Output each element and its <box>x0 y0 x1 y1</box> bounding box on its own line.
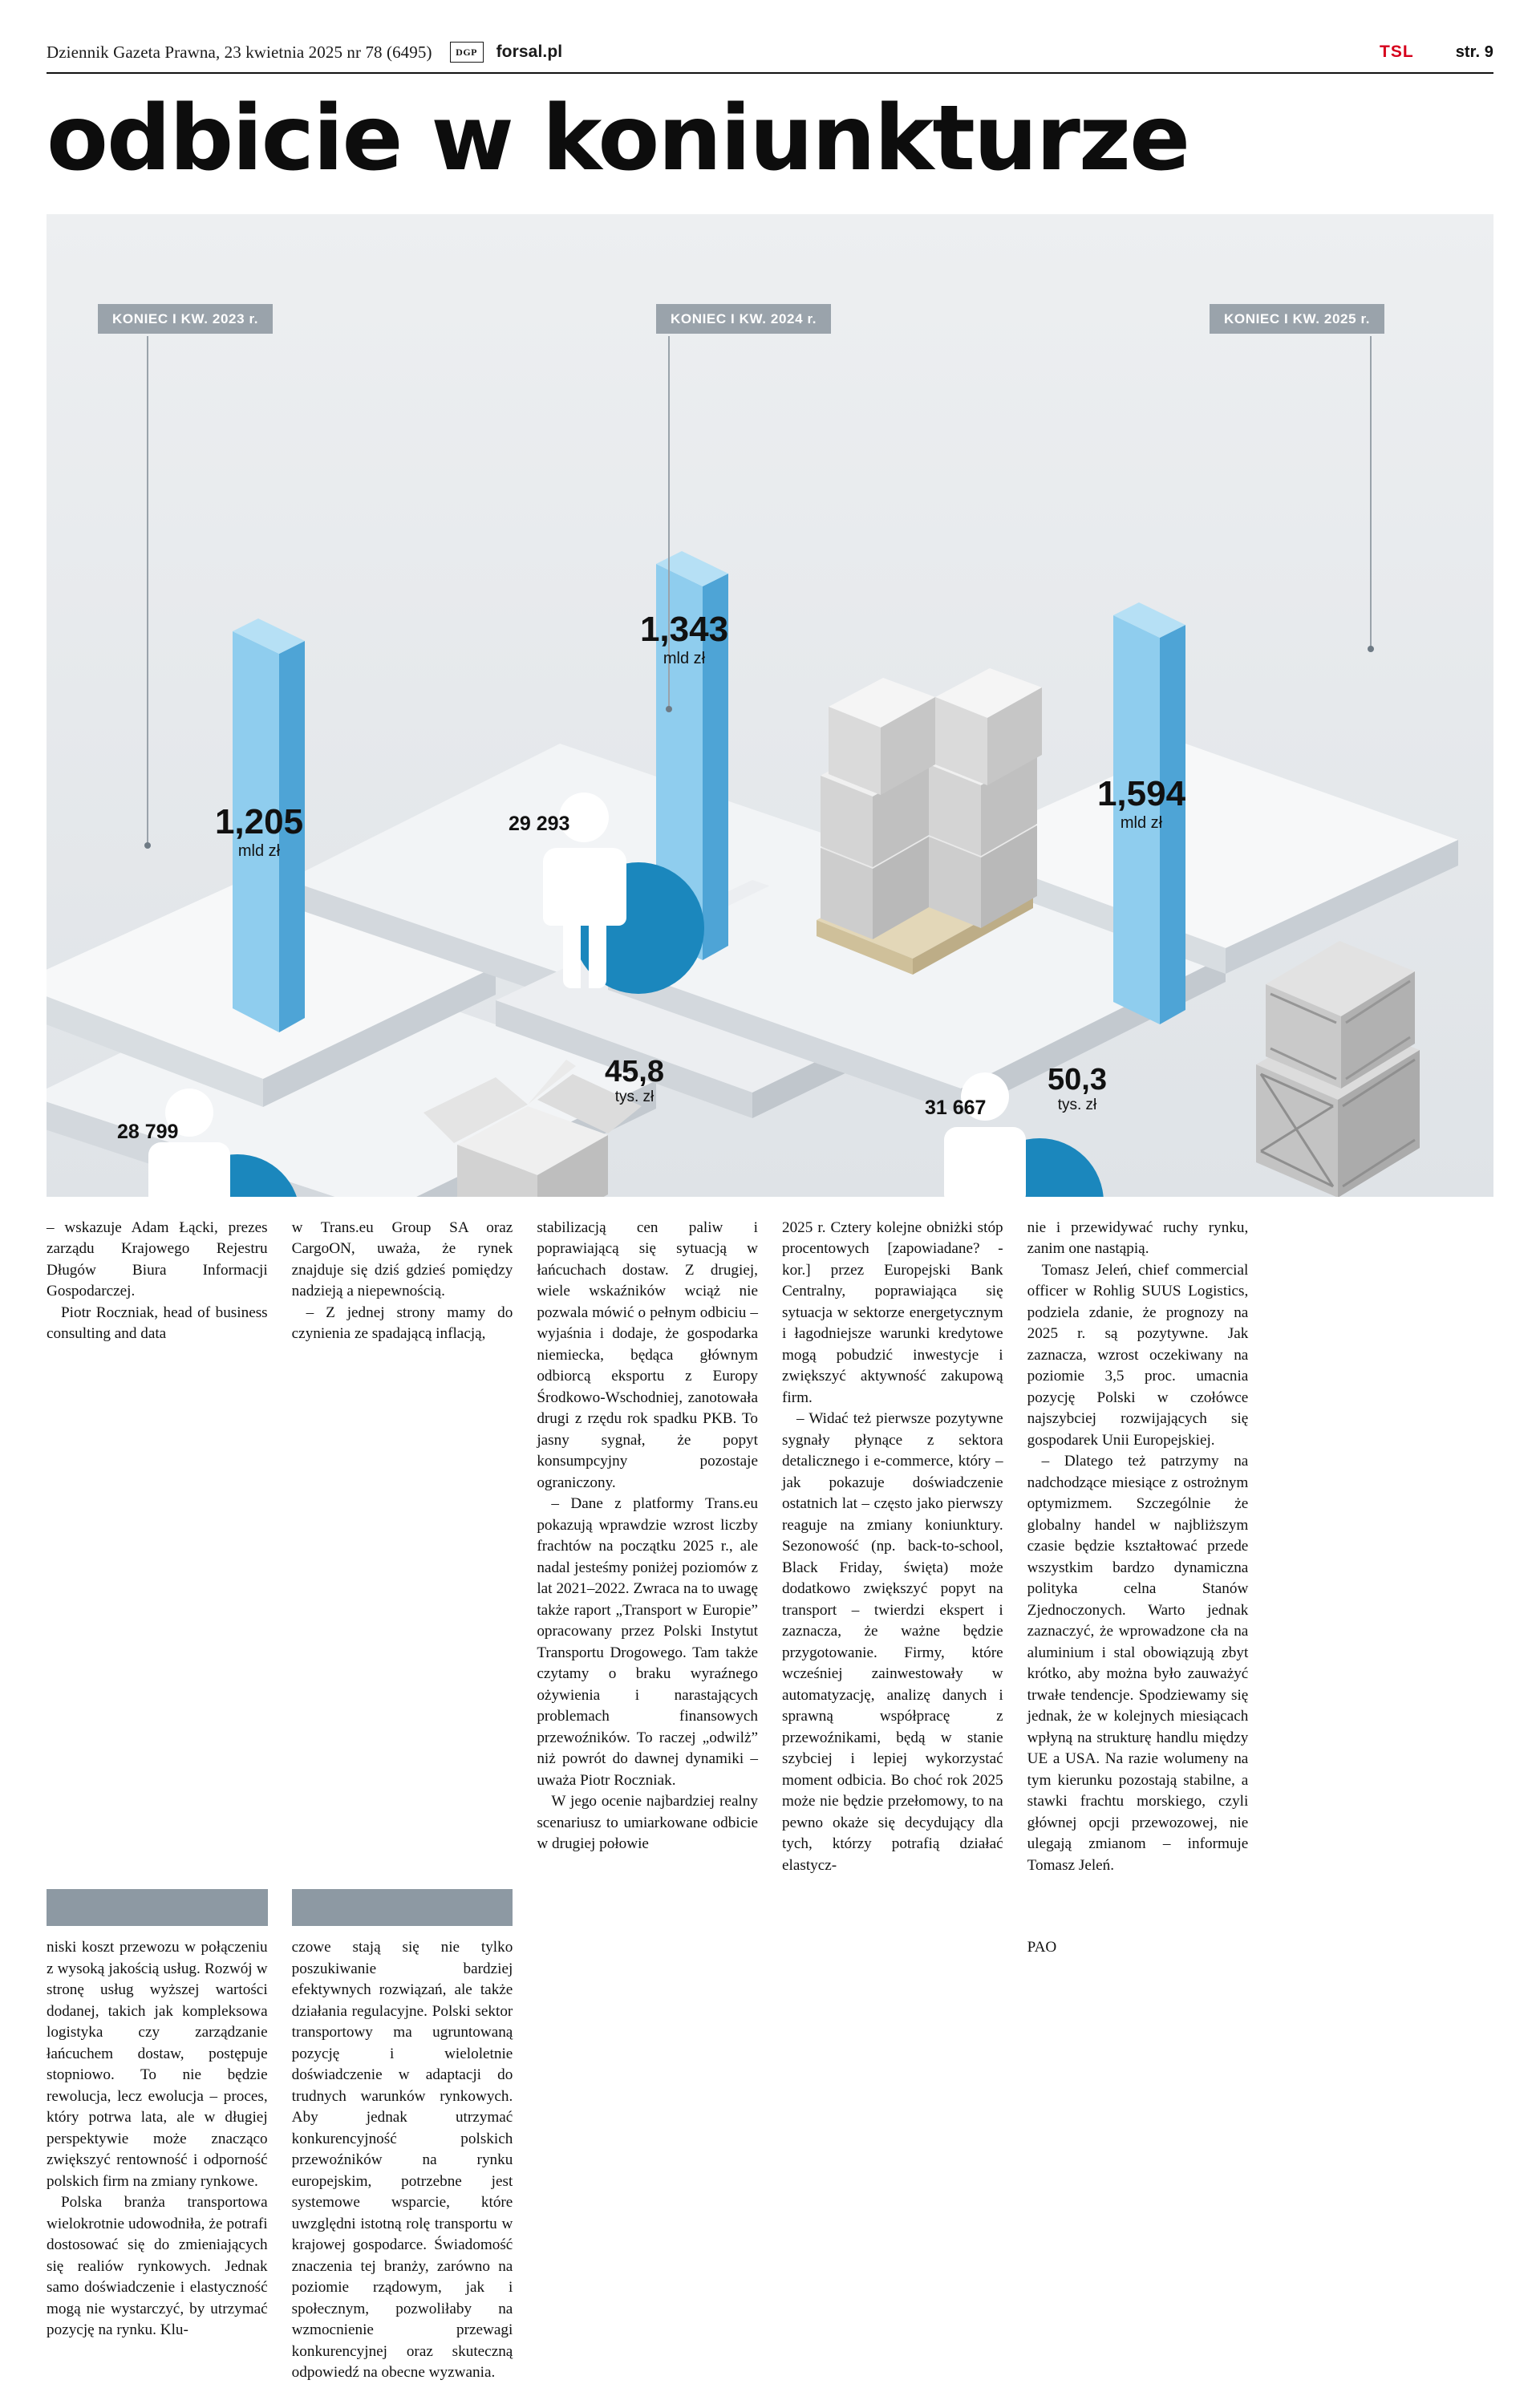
paragraph: Polska branża transportowa wielokrotnie udowodniła, że potrafi dostosować się do zmieniających się realiów rynkowych. Jednak samo doświadczenie i elastyczność mogą nie wystarczyć, by utrzymać pozycję na rynku. Klu- <box>47 2194 268 2339</box>
article-signature: PAO <box>1027 1939 1057 1956</box>
dgp-logo-icon: DGP <box>450 42 484 63</box>
paragraph: 2025 r. Cztery kolejne obniżki stóp procentowych [zapowiadane? - kor.] przez Europejski Bank Centralny, poprawiająca się sytuacja w sektorze energetycznym i łagodniejsze warunki kredytowe mogą pobudzić inwestycje i zwiększyć aktywność zakupową firm. <box>781 1218 1003 1406</box>
value-avg-2024-number: 45,8 <box>605 1054 664 1089</box>
isometric-scene <box>47 214 1493 1197</box>
value-debt-2025-unit: mld zł <box>1120 813 1163 832</box>
value-debt-2023-unit: mld zł <box>237 841 281 860</box>
column-5-bottom <box>1027 1937 1249 2384</box>
value-count-2024: 29 293 <box>509 812 570 835</box>
value-debt-2024-unit: mld zł <box>663 649 706 667</box>
paragraph: czowe stają się nie tylko poszukiwanie bardziej efektywnych rozwiązań, ale także działania regulacyjne. Polski sektor transportowy ma ugruntowaną pozycję i wieloletnie doświadczenie w adaptacji do trudnych warunków rynkowych. Aby jednak utrzymać konkurencyjność polskich przewoźników na rynku europejskim, potrzebne jest systemowe wsparcie, które uwzględni istotną rolę transportu w krajowej gospodarce. Świadomość znaczenia tej branży, zarówno na poziomie rządowym, jak i społecznym, pozwoliłaby na wzmocnienie przewagi konkurencyjnej oraz skuteczną odpowiedź na obecne wyzwania. <box>291 1939 513 2382</box>
paragraph: Piotr Roczniak, head of business consulting and data <box>47 1303 268 1343</box>
value-avg-2025 <box>1009 1064 1145 1114</box>
paragraph: – Dlatego też patrzymy na nadchodzące miesiące z ostrożnym optymizmem. Szczególnie że globalny handel w najbliższym czasie będzie kształtować przede wszystkim bardzo dynamiczna polityka celna Stanów Zjednoczonych. Warto jednak zaznaczyć, że wprowadzone cła na aluminium i stal obowiązują zbyt krótko, aby można było zauważyć trwałe tendencje. Spodziewamy się jednak, że w kolejnych miesiącach wpłyną na strukturę handlu między UE a USA. Na razie wolumeny na tym kierunku pozostają stabilne, a stawki frachtu morskiego, czyli głównej opcji przewozowej, nie ulegają zmianom – informuje Tomasz Jeleń. <box>1027 1453 1249 1874</box>
column-1-bottom <box>47 1937 268 2384</box>
paragraph: – wskazuje Adam Łącki, prezes zarządu Krajowego Rejestru Długów Biura Informacji Gospodarczej. <box>47 1218 268 1300</box>
column-3-bottom <box>537 1937 758 2384</box>
value-debt-2023 <box>183 801 335 862</box>
masthead-issue-info: Dziennik Gazeta Prawna, 23 kwietnia 2025 nr 78 (6495) <box>47 42 432 62</box>
page-number: str. 9 <box>1455 43 1493 61</box>
column-4 <box>782 1218 1003 1877</box>
column-6-bottom <box>1272 1937 1493 2384</box>
gray-bar-gap <box>782 1889 1003 1926</box>
paragraph: – Z jednej strony mamy do czynienia ze spadającą inflacją, <box>291 1303 513 1343</box>
value-debt-2025 <box>1065 773 1218 833</box>
paragraph: nie i przewidywać ruchy rynku, zanim one nastąpią. <box>1027 1218 1249 1258</box>
value-avg-2024-unit: tys. zł <box>614 1088 654 1105</box>
value-avg-2025-unit: tys. zł <box>1057 1096 1097 1113</box>
paragraph: – Widać też pierwsze pozytywne sygnały płynące z sektora detalicznego i e-commerce, który – jak pokazuje doświadczenie ostatnich lat – często jako pierwszy reaguje na zmiany koniunktury. Sezonowość (np. back-to-school, Black Friday, święta) może dodatkowo zwiększyć popyt na transport – twierdzi ekspert i zaznacza, że ważne będzie przygotowanie. Firmy, które wcześniej zainwestowały w automatyzację, analizę danych i sprawną współpracę z przewoźnikami, będą w stanie szybciej i lepiej wykorzystać moment odbicia. Bo choć rok 2025 może nie będzie przełomowy, to na pewno okaże się decydujący dla tych, którzy potrafią działać elastycz- <box>781 1410 1003 1874</box>
column-2-bottom <box>292 1937 513 2384</box>
column-3 <box>537 1218 758 1877</box>
value-count-2025: 31 667 <box>925 1096 987 1119</box>
page-title: odbicie w koniunkturze <box>47 87 1189 191</box>
paragraph: niski koszt przewozu w połączeniu z wysoką jakością usług. Rozwój w stronę usług wyższej wartości dodanej, takich jak kompleksowa logistyka czy zarządzanie łańcuchem dostaw, postępuje stopniowo. To nie będzie rewolucja, lecz ewolucja – proces, który potrwa lata, ale w długiej perspektywie może znacząco zwiększyć rentowność i odporność polskich firm na zmiany rynkowe. <box>47 1939 268 2190</box>
column-6 <box>1272 1218 1493 1877</box>
section-label-tsl: TSL <box>1380 43 1414 61</box>
gray-bar-gap <box>1272 1889 1493 1926</box>
column-5 <box>1027 1218 1249 1877</box>
value-avg-2024 <box>566 1056 703 1106</box>
article-columns-top <box>47 1218 1493 1877</box>
paragraph: Tomasz Jeleń, chief commercial officer w Rohlig SUUS Logistics, podziela zdanie, że prognozy na 2025 r. są pozytywne. Jak zaznacza, wzrost oczekiwany na poziomie 3,5 proc. umacnia pozycję Polski w czołówce najszybciej rozwijających się gospodarek Unii Europejskiej. <box>1027 1261 1249 1449</box>
value-debt-2024 <box>608 611 760 669</box>
column-4-bottom <box>782 1937 1003 2384</box>
period-label-2024: KONIEC I KW. 2024 r. <box>656 304 831 334</box>
period-label-2023: KONIEC I KW. 2023 r. <box>98 304 273 334</box>
masthead-rule <box>47 72 1493 74</box>
value-debt-2023-number: 1,205 <box>214 801 304 841</box>
paragraph: w Trans.eu Group SA oraz CargoON, uważa, że rynek znajduje się dziś gdzieś pomiędzy nadzieją a niepewnością. <box>291 1218 513 1300</box>
leader-line-2025 <box>1370 336 1372 649</box>
value-avg-2025-number: 50,3 <box>1048 1062 1107 1097</box>
crates-icon <box>1256 941 1420 1197</box>
paragraph: W jego ocenie najbardziej realny scenariusz to umiarkowane odbicie w drugiej połowie <box>537 1793 758 1853</box>
gray-separator-row <box>47 1889 1493 1926</box>
gray-bar-gap <box>1027 1889 1249 1926</box>
forsal-site-link[interactable]: forsal.pl <box>496 43 563 61</box>
leader-line-2023 <box>147 336 148 845</box>
infographic-chart <box>47 214 1493 1197</box>
gray-bar-gap <box>537 1889 758 1926</box>
column-2-top <box>292 1218 513 1877</box>
paragraph: – Dane z platformy Trans.eu pokazują wprawdzie wzrost liczby frachtów na początku 2025 r., ale nadal jesteśmy poniżej poziomów z lat 2021–2022. Zwraca na to uwagę także raport „Transport w Europie” opracowany przez Polski Instytut Transportu Drogowego. Tam także czytamy o braku wyraźnego ożywienia i narastających problemach finansowych przewoźników. To raczej „odwilż” niż powrót do dawnej dynamiki – uważa Piotr Roczniak. <box>537 1495 758 1789</box>
gray-bar <box>292 1889 513 1926</box>
article-body <box>47 1218 1493 2384</box>
masthead <box>47 0 1493 72</box>
period-label-2025: KONIEC I KW. 2025 r. <box>1210 304 1384 334</box>
value-debt-2024-number: 1,343 <box>639 609 729 649</box>
column-1-top <box>47 1218 268 1877</box>
article-columns-bottom <box>47 1937 1493 2384</box>
value-count-2023: 28 799 <box>117 1120 179 1143</box>
paragraph: stabilizacją cen paliw i poprawiającą się sytuacją w łańcuchach dostaw. Z drugiej, wiele wskaźników wciąż nie pozwala mówić o pełnym odbiciu – wyjaśnia i dodaje, że gospodarka niemiecka, będąca głównym odbiorcą eksportu z Europy Środkowo-Wschodniej, zanotowała drugi z rzędu rok spadku PKB. To jasny sygnał, że popyt konsumpcyjny pozostaje ograniczony. <box>537 1218 758 1491</box>
gray-bar <box>47 1889 268 1926</box>
value-debt-2025-number: 1,594 <box>1096 773 1186 813</box>
